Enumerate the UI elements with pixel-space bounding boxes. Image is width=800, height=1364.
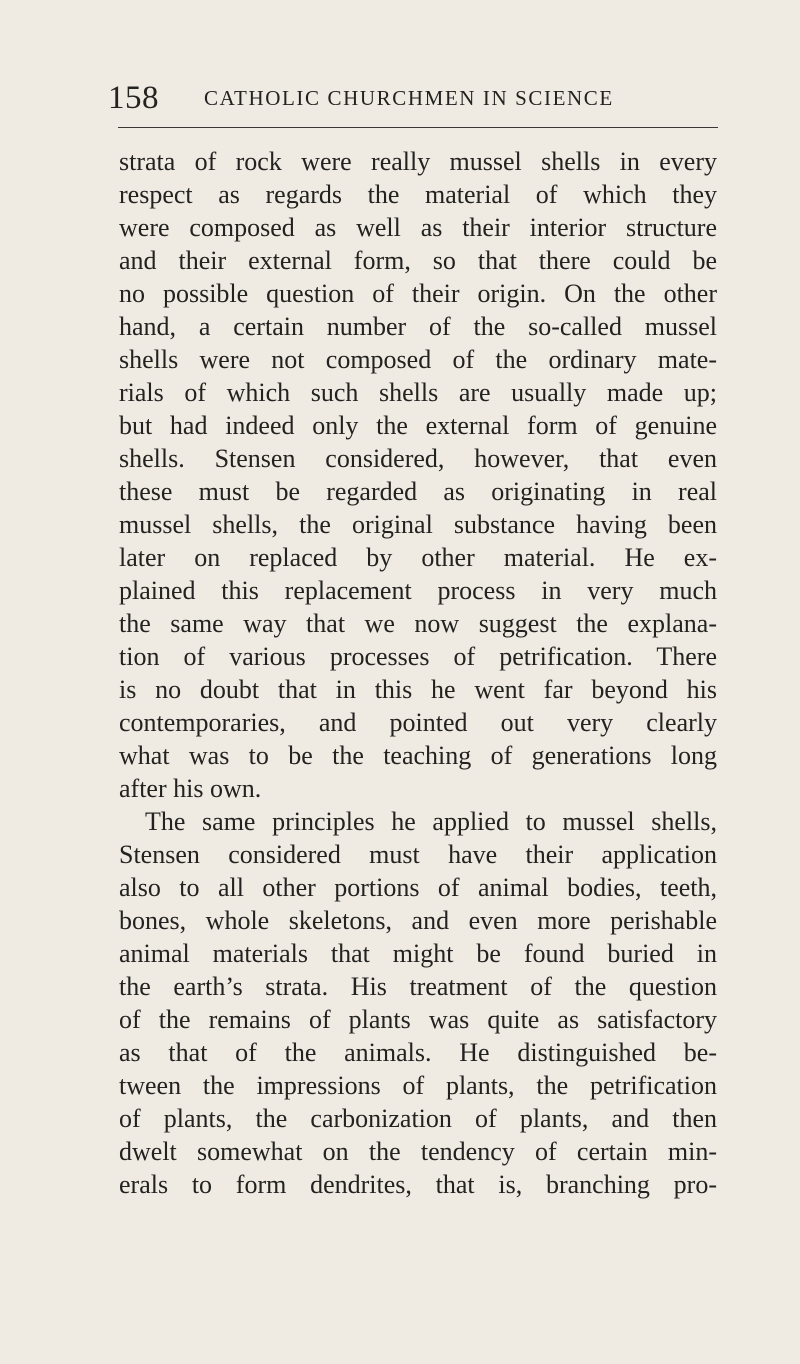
text-line: after his own. (119, 774, 262, 803)
text-line: no possible question of their origin. On the other (119, 279, 717, 308)
body-text (119, 145, 717, 1201)
text-line: and their external form, so that there could be (119, 246, 717, 275)
text-line: later on replaced by other material. He ex- (119, 543, 717, 572)
text-line: bones, whole skeletons, and even more perishable (119, 906, 717, 935)
text-line: also to all other portions of animal bodies, teeth, (119, 873, 717, 902)
text-line: were composed as well as their interior structure (119, 213, 717, 242)
text-line: Stensen considered must have their application (119, 840, 717, 869)
text-line: shells. Stensen considered, however, that even (119, 444, 717, 473)
text-line: mussel shells, the original substance having been (119, 510, 717, 539)
text-line: shells were not composed of the ordinary mate- (119, 345, 717, 374)
running-title: CATHOLIC CHURCHMEN IN SCIENCE (204, 86, 614, 110)
text-line: erals to form dendrites, that is, branching pro- (119, 1170, 717, 1199)
text-line: the same way that we now suggest the explana- (119, 609, 717, 638)
text-line: of plants, the carbonization of plants, and then (119, 1104, 717, 1133)
text-line: but had indeed only the external form of genuine (119, 411, 717, 440)
text-line: what was to be the teaching of generations long (119, 741, 717, 770)
text-line: dwelt somewhat on the tendency of certain min- (119, 1137, 717, 1166)
text-line: rials of which such shells are usually made up; (119, 378, 717, 407)
text-line: plained this replacement process in very much (119, 576, 717, 605)
text-line: The same principles he applied to mussel shells, (145, 807, 717, 836)
text-line: of the remains of plants was quite as satisfactory (119, 1005, 717, 1034)
text-line: strata of rock were really mussel shells in every (119, 147, 717, 176)
header-rule (118, 127, 718, 128)
text-line: respect as regards the material of which they (119, 180, 717, 209)
text-line: contemporaries, and pointed out very clearly (119, 708, 717, 737)
text-line: hand, a certain number of the so-called mussel (119, 312, 717, 341)
page-number: 158 (108, 80, 159, 116)
text-line: tween the impressions of plants, the petrification (119, 1071, 717, 1100)
text-line: the earth’s strata. His treatment of the question (119, 972, 717, 1001)
text-line: animal materials that might be found buried in (119, 939, 717, 968)
text-line: tion of various processes of petrification. There (119, 642, 717, 671)
running-head (108, 78, 718, 118)
text-line: as that of the animals. He distinguished be- (119, 1038, 717, 1067)
text-line: is no doubt that in this he went far beyond his (119, 675, 717, 704)
text-line: these must be regarded as originating in real (119, 477, 717, 506)
